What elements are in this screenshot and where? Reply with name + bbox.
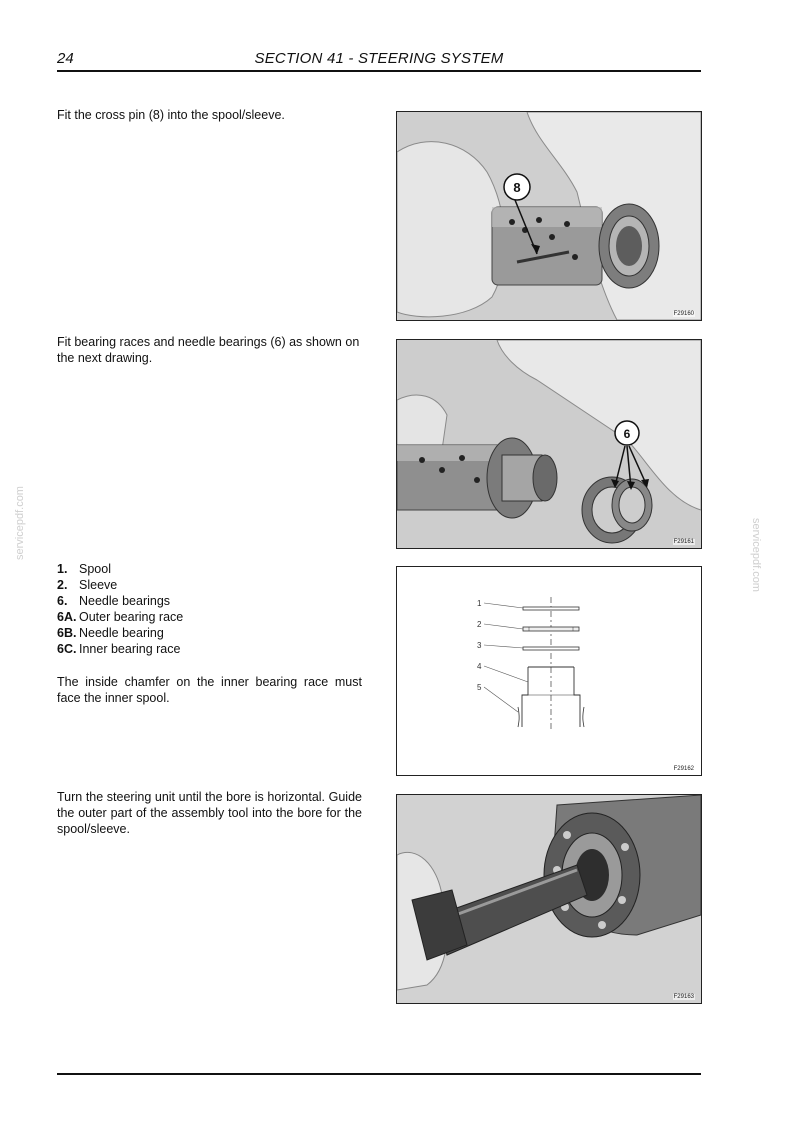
- legend-text: Spool: [79, 562, 111, 576]
- figure-cross-pin-photo: [396, 111, 702, 321]
- legend-item: [57, 625, 362, 641]
- legend-text: Outer bearing race: [79, 610, 184, 624]
- diagram-label-3: 3: [477, 641, 482, 650]
- figure-bearing-races-photo: [396, 339, 702, 549]
- legend-text: Sleeve: [79, 578, 118, 592]
- figure-bearing-diagram: [396, 566, 702, 776]
- legend-text: Inner bearing race: [79, 642, 181, 656]
- legend-item: [57, 577, 362, 593]
- step-bearing-races: Fit bearing races and needle bearings (6) as shown on the next drawing.: [57, 335, 360, 365]
- legend-number: 6C.: [57, 642, 77, 656]
- bearing-diagram: [397, 567, 701, 775]
- watermark-left: servicepdf.com: [14, 486, 26, 560]
- legend-number: 6A.: [57, 610, 77, 624]
- page-number: 24: [57, 50, 74, 67]
- callout-6: 6: [623, 427, 631, 441]
- legend-text: Needle bearings: [79, 594, 171, 608]
- step-cross-pin: Fit the cross pin (8) into the spool/sleeve.: [57, 108, 285, 122]
- diagram-label-4: 4: [477, 662, 482, 671]
- legend-item: [57, 593, 362, 609]
- legend-item: [57, 609, 362, 625]
- step-chamfer-note: The inside chamfer on the inner bearing race must face the inner spool.: [57, 675, 362, 705]
- page-header: [57, 50, 701, 72]
- legend-number: 6.: [57, 594, 68, 608]
- figure-code: F29162: [673, 766, 694, 772]
- legend-number: 2.: [57, 578, 68, 592]
- cross-pin-photo: [397, 112, 701, 320]
- callout-8: 8: [513, 180, 521, 195]
- diagram-label-1: 1: [477, 599, 482, 608]
- figure-assembly-tool-photo: [396, 794, 702, 1004]
- watermark-right: servicepdf.com: [750, 518, 762, 592]
- figure-code: F29163: [673, 994, 694, 1000]
- legend-text: Needle bearing: [79, 626, 164, 640]
- legend-item: [57, 561, 362, 577]
- step-steering-unit: Turn the steering unit until the bore is horizontal. Guide the outer part of the assembly tool into the bore for the spool/sleeve.: [57, 790, 362, 836]
- parts-legend: [57, 561, 362, 657]
- bearing-races-photo: [397, 340, 701, 548]
- legend-item: [57, 641, 362, 657]
- figure-code: F29161: [673, 539, 694, 545]
- figure-code: F29160: [673, 311, 694, 317]
- section-title: SECTION 41 - STEERING SYSTEM: [254, 50, 504, 67]
- assembly-tool-photo: [397, 795, 701, 1003]
- legend-number: 6B.: [57, 626, 77, 640]
- diagram-label-5: 5: [477, 683, 482, 692]
- legend-number: 1.: [57, 562, 68, 576]
- diagram-label-2: 2: [477, 620, 482, 629]
- footer-rule: [57, 1073, 701, 1075]
